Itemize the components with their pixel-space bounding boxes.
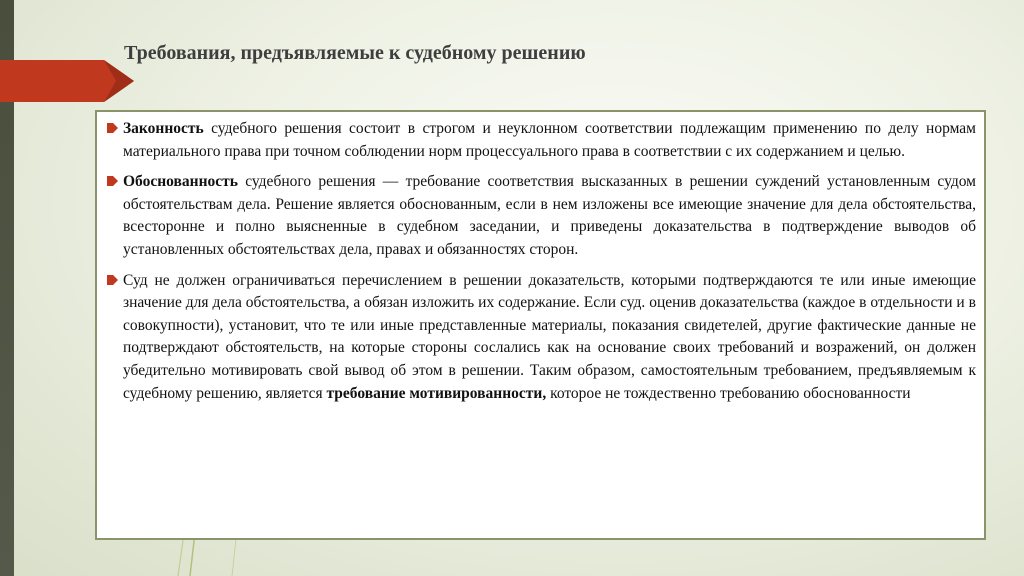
slide-title: Требования, предъявляемые к судебному решению [124, 42, 586, 64]
bullet-item-validity [109, 171, 976, 261]
bullet-term: Законность [123, 120, 204, 137]
arrow-bullet-icon [107, 176, 118, 186]
content-box [95, 110, 986, 540]
bullet-term: требование мотивированности, [326, 384, 547, 402]
arrow-bullet-icon [107, 275, 118, 285]
bullet-text-tail: которое не тождественно требованию обоснованности [546, 384, 911, 402]
bullet-term: Обоснованность [123, 173, 238, 191]
bullet-text: судебного решения — требование соответствия высказанных в решении суждений установленным судом обстоятельствам дела. Решение является обоснованным, если в нем изложены все имеющие значение для дела обстоятельства, всесторонне и полно выясненные в судебном заседании, и приведены доказательства в подтверждение выводов об установленных обстоятельствах дела, правах и обязанностях сторон. [123, 173, 976, 258]
arrow-bullet-icon [107, 123, 118, 133]
bullet-item-motivation [109, 270, 976, 406]
red-arrow-shape [0, 60, 140, 102]
bullet-item-legality [109, 118, 976, 163]
bullet-text: судебного решения состоит в строгом и неуклонном соответствии подлежащим применению по делу нормам материального права при точном соблюдении норм процессуального права в соответствии с их содержанием и целью. [123, 120, 976, 160]
bullet-text: Суд не должен ограничиваться перечислением в решении доказательств, которыми подтверждаются те или иные имеющие значение для дела обстоятельства, а обязан изложить их содержание. Если суд. оценив доказательства (каждое в отдельности и в совокупности), установит, что те или иные представленные материалы, показания свидетелей, другие фактические данные не подтверждают обстоятельств, на которые стороны сослались как на основание своих требований и возражений, он должен убедительно мотивировать свой вывод об этом в решении. Таким образом, самостоятельным требованием, предъявляемым к судебному решению, является [123, 271, 976, 402]
